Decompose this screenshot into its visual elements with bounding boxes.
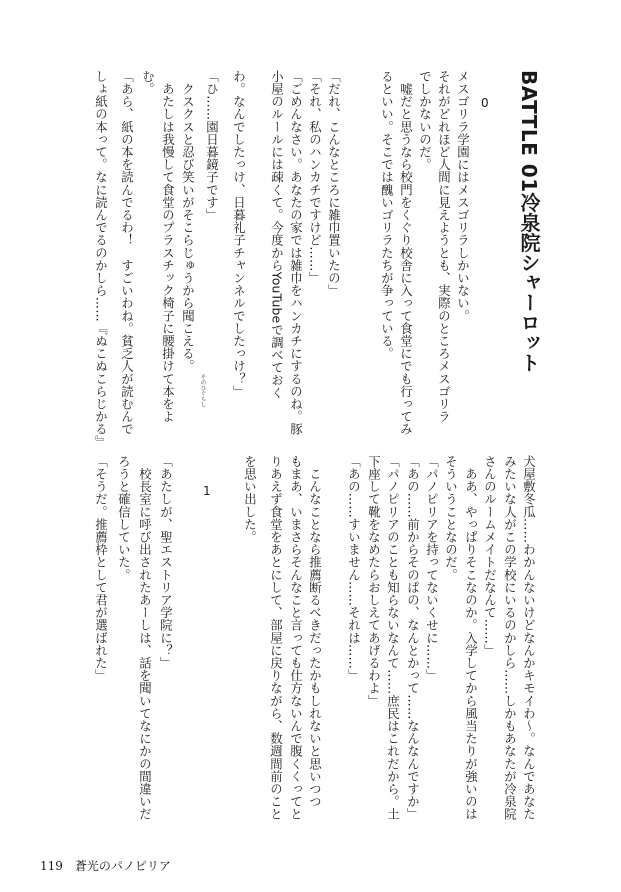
text-column: 校長室に呼び出されたあーしは、話を聞いてなにかの間違いだ xyxy=(137,455,153,821)
text-column: 「それ、私のハンカチですけど……」 xyxy=(307,70,323,285)
text-column: でしかないのだ。 xyxy=(417,70,433,171)
ruby-annotation: そのひぐらし xyxy=(199,374,206,407)
text-column: 犬屋敷冬瓜……わかんないけどなんかキモイわ～。なんであなた xyxy=(521,455,537,821)
text-column: 「だれ、こんなところに雑巾置いたの」 xyxy=(326,70,342,297)
text-column: もまあ、いまさらそんなこと言っても仕方ないんで腹くくってと xyxy=(288,455,304,821)
text-column: こんなことなら推薦断るべきだったかもしれないと思いつつ xyxy=(307,455,323,808)
text-column: 下座して靴をなめたらおしえてあげるわよ」 xyxy=(366,455,382,707)
chapter-title xyxy=(519,70,539,373)
book-title: 蒼光のパノピリア xyxy=(74,859,171,873)
text-column: るといい。そこでは醜いゴリラたちが争っている。 xyxy=(379,70,395,360)
text-column: 「あら、紙の本を読んでるわ！ すごいわね。貧乏人が読むんで xyxy=(119,70,135,436)
text-column: みたいな人がこの学校にいるのかしら……しかもあなたが冷泉院 xyxy=(502,455,518,821)
text-column: 嘘だと思うなら校門をくぐり校舎に入って食堂にでも行ってみ xyxy=(398,70,414,436)
text-column: む。 xyxy=(140,70,156,96)
text-column: さんのルームメイトだなんて……」 xyxy=(482,455,498,657)
chapter-title-en: BATTLE 01 xyxy=(517,70,541,193)
text-column: 「パノピリアのことも知らないなんて……庶民はこれだから。土 xyxy=(385,455,401,821)
text-column: ろうと確信していた。 xyxy=(116,455,132,581)
page-footer xyxy=(40,857,171,874)
text-column: 小屋のルールには疎くて。今度からYouTubeで調べておく xyxy=(269,70,285,399)
text-column: わ。なんでしたっけ、日暮礼子チャンネルでしたっけ？」 xyxy=(231,70,247,398)
text-column: りあえず食堂をあとにして、部屋に戻りながら、数週間前のこと xyxy=(268,455,284,821)
text-column: を思い出した。 xyxy=(242,455,258,544)
page-number: 119 xyxy=(40,859,63,873)
text-column: そういうことなのだ。 xyxy=(443,455,459,581)
text-column: 「パノピリアを持ってないくせに……」 xyxy=(424,455,440,682)
section-mark-1: 1 xyxy=(203,484,211,498)
text-column: 「ひ……園日暮鏡子です」 xyxy=(204,70,220,222)
text-column: あたしは我慢して食堂のプラスチック椅子に腰掛けて本をよ xyxy=(160,70,176,423)
text-column: メスゴリラ学園にはメスゴリラしかいない。 xyxy=(455,70,471,322)
text-column: 「あの……すいません……それは……」 xyxy=(346,455,362,682)
text-column: 「ごめんなさい。あなたの家では雑巾をハンカチにするのね。豚 xyxy=(288,70,304,436)
text-column: それがどれほど人間に見えようとも、実際のところメスゴリラ xyxy=(436,70,452,423)
text-column: しょ紙の本って。なに読んでるのかしら……『ぬこぬこらじかる』 xyxy=(93,70,109,448)
text-column: クスクスと忍び笑いがそこらじゅうから聞こえる。 xyxy=(180,70,196,373)
text-column: ああ、やっぱりそこなのか。入学してから風当たりが強いのは xyxy=(463,455,479,821)
section-mark-0: 0 xyxy=(481,96,489,110)
text-column: 「あの……前からそのぱの、なんとかって……なんなんですか」 xyxy=(405,455,421,821)
text-column: 「あたしが、聖エストリア学院に？」 xyxy=(158,455,174,670)
chapter-title-jp: 冷泉院シャーロット xyxy=(517,192,541,373)
text-column: 「そうだ。推薦枠として君が選ばれた」 xyxy=(93,455,109,682)
